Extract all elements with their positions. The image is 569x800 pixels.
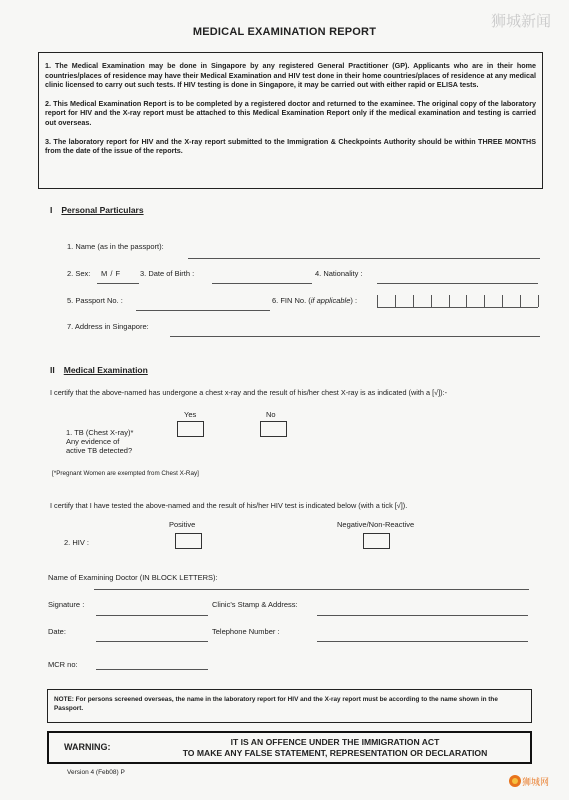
section-title: Medical Examination	[63, 365, 148, 375]
sex-options[interactable]: M / F	[101, 269, 121, 278]
hiv-certification-text: I certify that I have tested the above-named and the result of his/her HIV test is indicated below (with a tick [√]).	[50, 501, 408, 510]
signature-field[interactable]	[96, 615, 208, 616]
version-footer: Version 4 (Feb08) P	[67, 769, 125, 776]
logo-text: 狮城网	[522, 778, 550, 788]
nationality-field[interactable]	[377, 283, 538, 284]
fin-box-divider	[466, 295, 467, 307]
overseas-note-box: NOTE: For persons screened overseas, the name in the laboratory report for HIV and the X-ray report must be according to the name shown in the Passport.	[47, 689, 532, 723]
warning-label: WARNING:	[64, 742, 111, 752]
section-title: Personal Particulars	[61, 205, 144, 215]
yes-label: Yes	[184, 410, 197, 419]
fin-box-divider	[377, 295, 378, 307]
clinic-stamp-field[interactable]	[317, 615, 528, 616]
site-logo	[507, 770, 550, 792]
sex-field[interactable]	[97, 283, 139, 284]
instruction-2: 2. This Medical Examination Report is to be completed by a registered doctor and returned to the examinee. The original copy of the laboratory report for HIV and the X-ray report must be attached to this Medical Examination Report only if the medical examination and testing is carried out overseas.	[45, 98, 536, 127]
fin-box-divider	[449, 295, 450, 307]
mcr-field[interactable]	[96, 669, 208, 670]
name-label: 1. Name (as in the passport):	[67, 242, 164, 251]
address-field[interactable]	[170, 336, 540, 337]
pregnant-exemption-note: [*Pregnant Women are exempted from Chest X-Ray]	[52, 470, 199, 477]
no-label: No	[266, 410, 276, 419]
fin-number-boxes[interactable]	[377, 295, 538, 308]
date-field[interactable]	[96, 641, 208, 642]
telephone-field[interactable]	[317, 641, 528, 642]
clinic-stamp-label: Clinic's Stamp & Address:	[212, 600, 298, 609]
hiv-positive-checkbox[interactable]	[175, 533, 202, 549]
tb-no-checkbox[interactable]	[260, 421, 287, 437]
negative-label: Negative/Non-Reactive	[337, 520, 415, 529]
fin-box-divider	[431, 295, 432, 307]
positive-label: Positive	[169, 520, 196, 529]
fin-box-divider	[520, 295, 521, 307]
dob-field[interactable]	[212, 283, 312, 284]
instruction-1: 1. The Medical Examination may be done in Singapore by any registered General Practitioner (GP). Applicants who are in their home countries/places of residence may have their Medical Examination and HIV test done in their home countries/places of residence at any medical clinic licensed to carry out such tests. If HIV testing is done in Singapore, it may be carried out with either rapid or ELISA tests.	[45, 61, 536, 90]
passport-label: 5. Passport No. :	[67, 296, 123, 305]
warning-text: IT IS AN OFFENCE UNDER THE IMMIGRATION ACT TO MAKE ANY FALSE STATEMENT, REPRESENTATION OR DECLARATION	[182, 737, 488, 758]
section-personal-particulars-heading	[50, 205, 144, 215]
section-medical-examination-heading	[50, 365, 148, 375]
xray-certification-text: I certify that the above-named has undergone a chest x-ray and the result of his/her chest X-ray is as indicated (with a [√]):-	[50, 388, 448, 397]
section-numeral: I	[50, 205, 53, 215]
address-label: 7. Address in Singapore:	[67, 322, 149, 331]
instruction-3: 3. The laboratory report for HIV and the X-ray report submitted to the Immigration & Checkpoints Authority should be within THREE MONTHS from the date of the issue of the reports.	[45, 136, 536, 156]
fin-box-divider	[395, 295, 396, 307]
passport-field[interactable]	[136, 310, 270, 311]
page-title: MEDICAL EXAMINATION REPORT	[192, 26, 377, 38]
doctor-name-label: Name of Examining Doctor (IN BLOCK LETTERS):	[48, 573, 218, 582]
instructions-box	[38, 52, 543, 189]
hiv-label: 2. HIV :	[64, 538, 90, 547]
nationality-label: 4. Nationality :	[315, 269, 363, 278]
fin-box-divider	[538, 295, 539, 307]
date-label: Date:	[48, 627, 66, 636]
sex-label: 2. Sex:	[67, 269, 91, 278]
hiv-negative-checkbox[interactable]	[363, 533, 390, 549]
tb-question: 1. TB (Chest X-ray)* Any evidence of active TB detected?	[66, 428, 134, 455]
fin-box-divider	[502, 295, 503, 307]
name-field[interactable]	[188, 258, 540, 259]
tb-yes-checkbox[interactable]	[177, 421, 204, 437]
watermark: 狮城新闻	[490, 13, 551, 30]
section-numeral: II	[50, 365, 55, 375]
fin-box-divider	[484, 295, 485, 307]
telephone-label: Telephone Number :	[212, 627, 280, 636]
dob-label: 3. Date of Birth :	[140, 269, 195, 278]
fin-box-divider	[413, 295, 414, 307]
mcr-label: MCR no:	[48, 660, 78, 669]
signature-label: Signature :	[48, 600, 85, 609]
fin-label: 6. FIN No. (if applicable) :	[272, 296, 358, 305]
doctor-name-field[interactable]	[94, 589, 529, 590]
